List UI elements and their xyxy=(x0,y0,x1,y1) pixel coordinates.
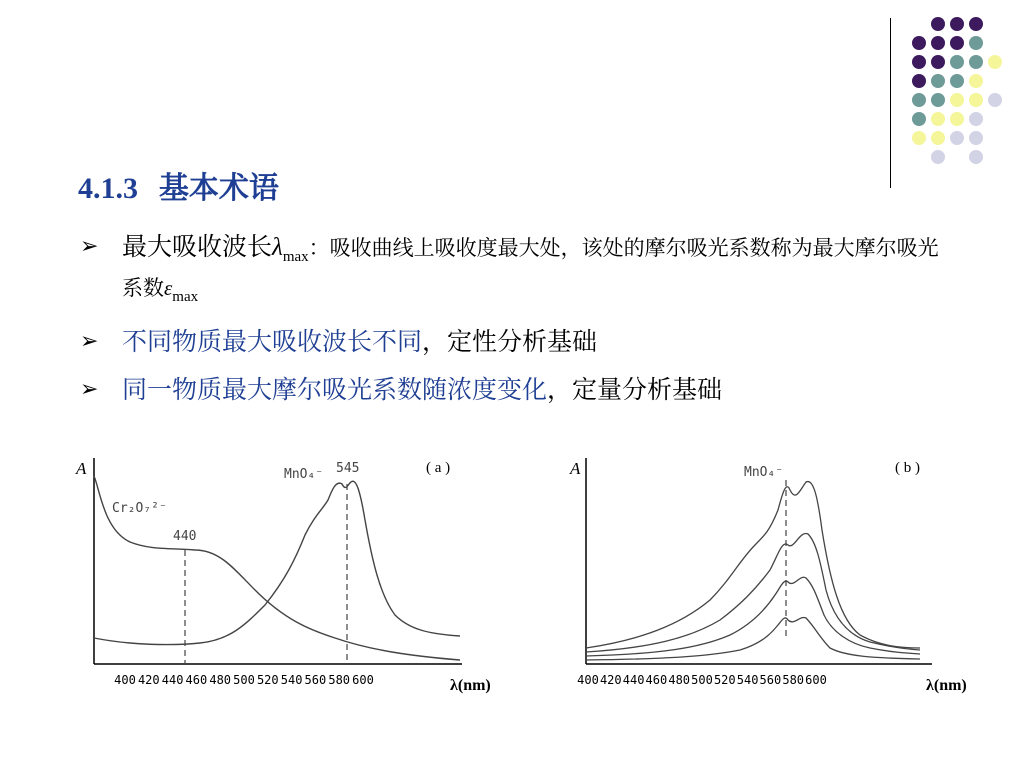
x-tick-label: 420 xyxy=(599,673,622,687)
x-tick-label: 520 xyxy=(713,673,736,687)
x-tick-label: 600 xyxy=(805,673,827,687)
x-tick-label: 600 xyxy=(352,673,374,687)
peak-440-label: 440 xyxy=(173,529,197,544)
mno4-label: MnO₄⁻ xyxy=(284,467,324,482)
x-tick-label: 520 xyxy=(256,673,279,687)
decorative-dot xyxy=(931,36,945,50)
y-axis-label: A xyxy=(570,459,581,478)
decorative-dot xyxy=(912,36,926,50)
x-tick-label: 400 xyxy=(114,673,136,687)
decorative-dot xyxy=(969,112,983,126)
bullet-rest: ，定性分析基础 xyxy=(422,327,598,356)
decorative-dot xyxy=(931,93,945,107)
decorative-dot xyxy=(912,112,926,126)
decorative-dot xyxy=(931,112,945,126)
x-tick-label: 400 xyxy=(577,673,599,687)
decorative-dot xyxy=(912,55,926,69)
decorative-dot xyxy=(931,150,945,164)
lambda-symbol: λ xyxy=(272,234,283,261)
figure-label: ( b ) xyxy=(895,460,920,476)
x-tick-label: 480 xyxy=(209,673,232,687)
title-number: 4.1.3 xyxy=(78,172,138,205)
lambda-subscript: max xyxy=(282,249,309,265)
decorative-dot xyxy=(969,17,983,31)
decorative-dot xyxy=(969,36,983,50)
x-tick-label: 480 xyxy=(668,673,691,687)
absorption-spectrum-figure-a xyxy=(70,450,520,700)
cr2o7-label: Cr₂O₇²⁻ xyxy=(112,501,167,516)
x-tick-label: 540 xyxy=(280,673,303,687)
decorative-dot xyxy=(931,131,945,145)
decorative-dot xyxy=(912,74,926,88)
term-label: 最大吸收波长 xyxy=(122,232,273,261)
decorative-dot xyxy=(988,55,1002,69)
x-tick-label: 460 xyxy=(185,673,208,687)
slide-title xyxy=(78,163,279,207)
x-tick-label: 420 xyxy=(137,673,160,687)
decorative-divider-line xyxy=(890,18,891,188)
x-tick-labels xyxy=(114,673,374,687)
decorative-dot xyxy=(950,36,964,50)
decorative-dot xyxy=(969,131,983,145)
x-tick-label: 440 xyxy=(622,673,645,687)
x-tick-label: 580 xyxy=(328,673,351,687)
absorption-spectrum-figure-b xyxy=(560,450,1000,700)
decorative-dot xyxy=(969,55,983,69)
x-tick-labels xyxy=(577,673,827,687)
x-tick-label: 560 xyxy=(304,673,327,687)
x-axis-label: λ(nm) xyxy=(926,677,967,694)
peak-545-label: 545 xyxy=(336,461,360,476)
bullet-arrow-icon: ➢ xyxy=(80,234,99,259)
decorative-dot xyxy=(931,74,945,88)
x-tick-label: 440 xyxy=(161,673,184,687)
bullet-item xyxy=(76,232,956,312)
decorative-dot xyxy=(969,74,983,88)
x-tick-label: 580 xyxy=(782,673,805,687)
spectrum-curve xyxy=(586,533,920,652)
decorative-dot xyxy=(912,131,926,145)
y-axis-label: A xyxy=(76,459,87,478)
decorative-dot xyxy=(931,17,945,31)
bullet-list xyxy=(76,232,956,420)
mno4-label: MnO₄⁻ xyxy=(744,465,784,480)
x-tick-label: 560 xyxy=(759,673,782,687)
epsilon-symbol: ε xyxy=(164,276,173,300)
decorative-dot xyxy=(950,55,964,69)
spectrum-curve xyxy=(586,482,920,648)
x-axis-label: λ(nm) xyxy=(450,677,491,694)
title-text: 基本术语 xyxy=(158,171,279,206)
x-tick-label: 460 xyxy=(645,673,668,687)
x-tick-label: 540 xyxy=(736,673,759,687)
decorative-dot xyxy=(931,55,945,69)
decorative-dot-grid xyxy=(890,14,1024,184)
decorative-dot xyxy=(969,150,983,164)
bullet-arrow-icon: ➢ xyxy=(80,377,99,402)
x-tick-label: 500 xyxy=(233,673,255,687)
decorative-dot xyxy=(950,131,964,145)
figure-label: ( a ) xyxy=(426,460,451,476)
decorative-dot xyxy=(969,93,983,107)
bullet-item xyxy=(76,324,956,360)
term-description: 吸收曲线上吸收度最大处，该处的摩尔吸光系数称为最大摩尔吸光系数 xyxy=(122,236,939,300)
colon: ： xyxy=(308,236,330,260)
decorative-dot xyxy=(950,93,964,107)
bullet-item xyxy=(76,372,956,408)
spectrum-curve xyxy=(586,577,920,656)
bullet-rest: ，定量分析基础 xyxy=(547,375,723,404)
bullet-highlight: 同一物质最大摩尔吸光系数随浓度变化 xyxy=(122,375,548,404)
epsilon-subscript: max xyxy=(172,289,199,305)
decorative-dot xyxy=(950,112,964,126)
decorative-dot xyxy=(912,93,926,107)
bullet-arrow-icon: ➢ xyxy=(80,329,99,354)
decorative-dot xyxy=(950,74,964,88)
x-tick-label: 500 xyxy=(691,673,713,687)
bullet-highlight: 不同物质最大吸收波长不同 xyxy=(122,327,423,356)
decorative-dot xyxy=(950,17,964,31)
decorative-dot xyxy=(988,93,1002,107)
